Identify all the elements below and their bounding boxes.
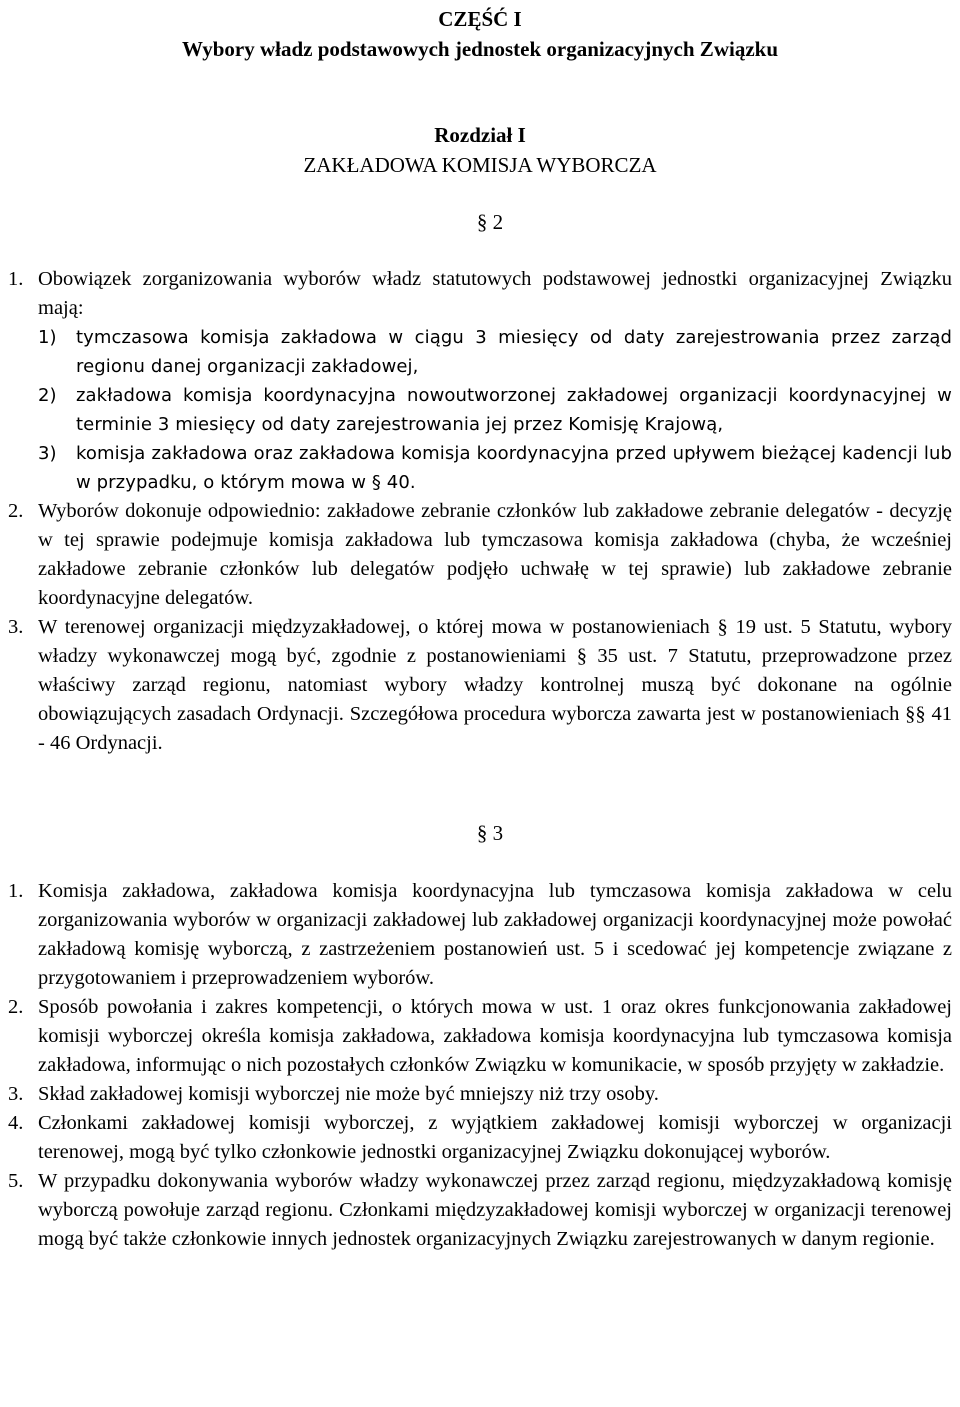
section-2-body <box>8 265 952 758</box>
subitem-number: 3) <box>38 443 57 464</box>
section-2-sign: § 2 <box>476 210 504 234</box>
item-number: 2. <box>8 500 24 522</box>
subitem-number: 2) <box>38 385 57 406</box>
item-text: Obowiązek zorganizowania wyborów władz statutowych podstawowej jednostki organizacyjnej Związku mają: <box>38 268 952 319</box>
item-number: 2. <box>8 996 24 1018</box>
item-number: 1. <box>8 268 24 290</box>
section-2-subitem-2 <box>38 381 952 439</box>
section-2-item-2 <box>8 497 952 613</box>
item-number: 3. <box>8 1083 24 1105</box>
section-3-item-5 <box>8 1167 952 1254</box>
section-3-item-2 <box>8 993 952 1080</box>
section-2-subitem-1 <box>38 323 952 381</box>
item-number: 3. <box>8 616 24 638</box>
section-2-subitem-3 <box>38 439 952 497</box>
part-heading <box>0 4 960 64</box>
subitem-text: zakładowa komisja koordynacyjna nowoutworzonej zakładowej organizacji koordynacyjnej w terminie 3 miesięcy od daty zarejestrowania jej przez Komisję Krajową, <box>76 385 952 435</box>
item-text: Komisja zakładowa, zakładowa komisja koordynacyjna lub tymczasowa komisja zakładowa w celu zorganizowania wyborów w organizacji zakładowej lub zakładowej organizacji koordynacyjnej może powołać zakładową komisję wyborczą, z zastrzeżeniem postanowień ust. 5 i scedować jej kompetencje związane z przygotowaniem i przeprowadzeniem wyborów. <box>38 880 952 989</box>
section-3-body <box>8 877 952 1254</box>
chapter-subtitle: ZAKŁADOWA KOMISJA WYBORCZA <box>303 153 657 177</box>
section-3-sign: § 3 <box>476 821 504 845</box>
item-number: 4. <box>8 1112 24 1134</box>
section-3-item-4 <box>8 1109 952 1167</box>
item-number: 5. <box>8 1170 24 1192</box>
chapter-title: Rozdział I <box>434 123 526 147</box>
item-text: W przypadku dokonywania wyborów władzy wykonawczej przez zarząd regionu, międzyzakładową komisję wyborczą powołuje zarząd regionu. Członkami międzyzakładowej komisji wyborczej w organizacji terenowej mogą być także członkowie innych jednostek organizacyjnych Związku zarejestrowanych w danym regionie. <box>38 1170 952 1250</box>
item-text: W terenowej organizacji międzyzakładowej, o której mowa w postanowieniach § 19 ust. 5 Statutu, wybory władzy wykonawczej mogą być, zgodnie z postanowieniami § 35 ust. 7 Statutu, przeprowadzone przez właściwy zarząd regionu, natomiast wybory władzy kontrolnej muszą być dokonane na ogólnie obowiązujących zasadach Ordynacji. Szczegółowa procedura wyborcza zawarta jest w postanowieniach §§ 41 - 46 Ordynacji. <box>38 616 952 754</box>
chapter-heading <box>0 120 960 180</box>
subitem-text: komisja zakładowa oraz zakładowa komisja koordynacyjna przed upływem bieżącej kadencji lub w przypadku, o którym mowa w § 40. <box>76 443 952 493</box>
part-title: CZĘŚĆ I <box>438 7 522 31</box>
section-2-item-3 <box>8 613 952 758</box>
section-2-item-1 <box>8 265 952 323</box>
subitem-text: tymczasowa komisja zakładowa w ciągu 3 miesięcy od daty zarejestrowania przez zarząd regionu danej organizacji zakładowej, <box>76 327 952 377</box>
item-text: Skład zakładowej komisji wyborczej nie może być mniejszy niż trzy osoby. <box>38 1083 659 1105</box>
part-subtitle: Wybory władz podstawowych jednostek organizacyjnych Związku <box>182 37 778 61</box>
item-text: Wyborów dokonuje odpowiednio: zakładowe zebranie członków lub zakładowe zebranie delegatów - decyzję w tej sprawie podejmuje komisja zakładowa lub tymczasowa komisja zakładowa (chyba, że wcześniej zakładowe zebranie członków lub delegatów podjęło uchwałę w tej sprawie) lub zakładowe zebranie koordynacyjne delegatów. <box>38 500 952 609</box>
section-3-item-3 <box>8 1080 952 1109</box>
item-text: Sposób powołania i zakres kompetencji, o których mowa w ust. 1 oraz okres funkcjonowania zakładowej komisji wyborczej określa komisja zakładowa, zakładowa komisja koordynacyjna lub tymczasowa komisja zakładowa, informując o nich pozostałych członków Związku w komunikacie, w sposób przyjęty w zakładzie. <box>38 996 952 1076</box>
item-number: 1. <box>8 880 24 902</box>
subitem-number: 1) <box>38 327 57 348</box>
section-3-item-1 <box>8 877 952 993</box>
item-text: Członkami zakładowej komisji wyborczej, z wyjątkiem zakładowej komisji wyborczej w organizacji terenowej, mogą być tylko członkowie jednostki organizacyjnej Związku dokonującej wyborów. <box>38 1112 952 1163</box>
